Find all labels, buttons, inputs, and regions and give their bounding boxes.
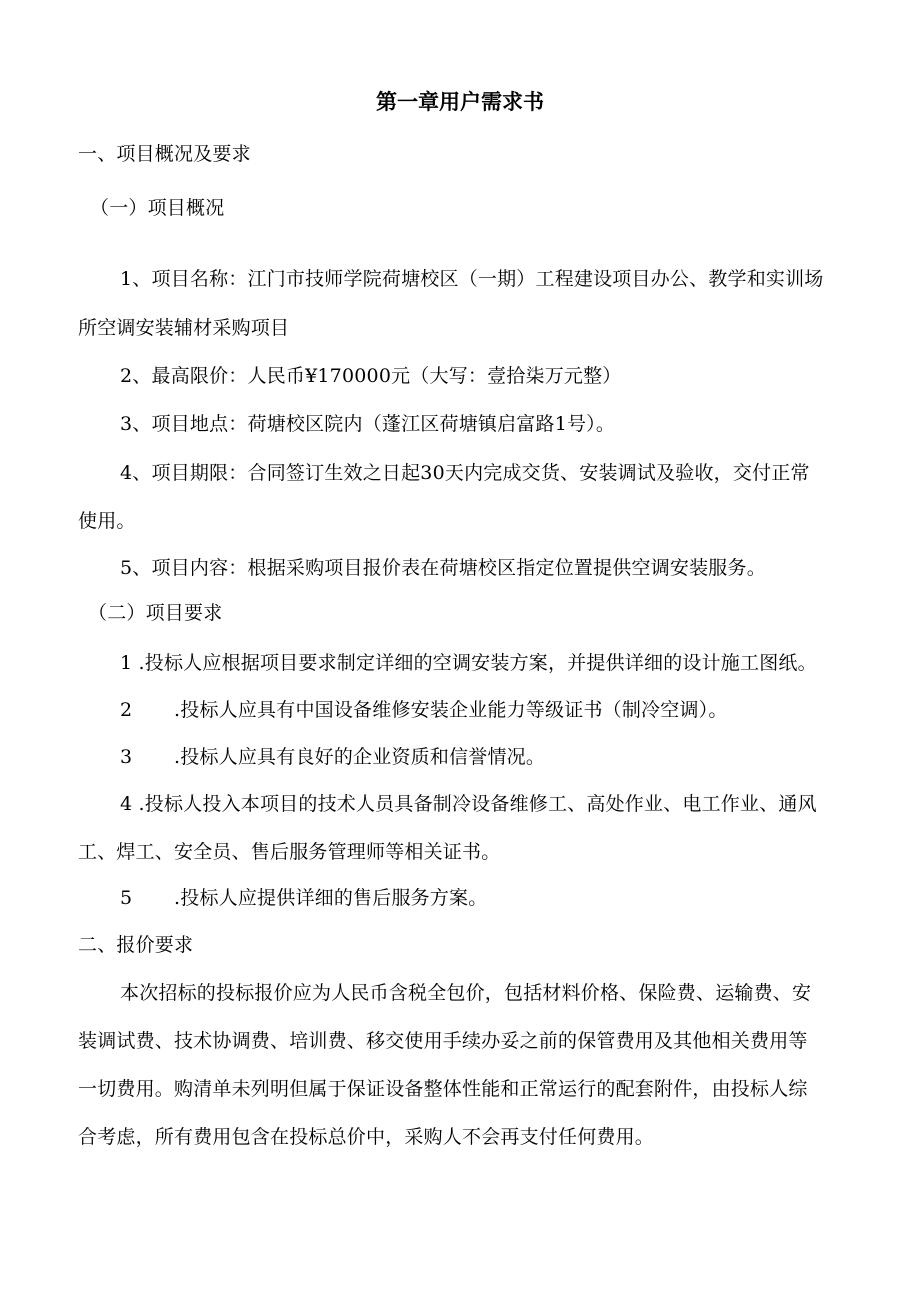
sub1-heading: （一）项目概况: [90, 197, 225, 219]
requirement-4: [120, 791, 817, 817]
requirement-1-text: .投标人应根据项目要求制定详细的空调安装方案，并提供详细的设计施工图纸。: [138, 652, 817, 674]
item3-line: 3、项目地点：荷塘校区院内（蓬江区荷塘镇启富路1号）。: [120, 413, 616, 435]
requirement-4-text: .投标人投入本项目的技术人员具备制冷设备维修工、高处作业、电工作业、通风: [138, 793, 817, 815]
sub2-heading: （二）项目要求: [88, 602, 223, 624]
requirement-5-text: .投标人应提供详细的售后服务方案。: [174, 887, 488, 909]
item1-line1: 1、项目名称：江门市技师学院荷塘校区（一期）工程建设项目办公、教学和实训场: [120, 268, 824, 290]
requirement-4-number: 4: [120, 793, 133, 815]
requirement-4-line2: 工、焊工、安全员、售后服务管理师等相关证书。: [78, 841, 501, 863]
item1-line2: 所空调安装辅材采购项目: [78, 317, 290, 339]
item4-line2: 使用。: [78, 510, 136, 532]
item4-line1: 4、项目期限：合同签订生效之日起30天内完成交货、安装调试及验收，交付正常: [120, 462, 810, 484]
pricing-line1: 本次招标的投标报价应为人民币含税全包价，包括材料价格、保险费、运输费、安: [120, 982, 812, 1004]
pricing-line3: 一切费用。购清单未列明但属于保证设备整体性能和正常运行的配套附件，由投标人综: [78, 1078, 808, 1100]
page-title: 第一章用户需求书: [376, 90, 544, 114]
requirement-2: [120, 697, 728, 723]
pricing-line2: 装调试费、技术协调费、培训费、移交使用手续办妥之前的保管费用及其他相关费用等: [78, 1030, 808, 1052]
section2-heading: 二、报价要求: [78, 934, 194, 956]
requirement-3-text: .投标人应具有良好的企业资质和信誉情况。: [174, 746, 546, 768]
requirement-3: [120, 744, 545, 770]
requirement-3-number: 3: [120, 746, 133, 768]
requirement-5-number: 5: [120, 887, 133, 909]
item5-line: 5、项目内容：根据采购项目报价表在荷塘校区指定位置提供空调安装服务。: [120, 557, 766, 579]
item2-line: 2、最高限价：人民币¥170000元（大写：壹拾柒万元整）: [120, 365, 622, 387]
pricing-line4: 合考虑，所有费用包含在投标总价中，采购人不会再支付任何费用。: [78, 1126, 655, 1148]
requirement-1-number: 1: [120, 652, 133, 674]
section1-heading: 一、项目概况及要求: [78, 143, 251, 165]
requirement-1: [120, 650, 817, 676]
requirement-2-number: 2: [120, 699, 133, 721]
requirement-2-text: .投标人应具有中国设备维修安装企业能力等级证书（制冷空调）。: [174, 699, 728, 721]
requirement-5: [120, 885, 487, 911]
